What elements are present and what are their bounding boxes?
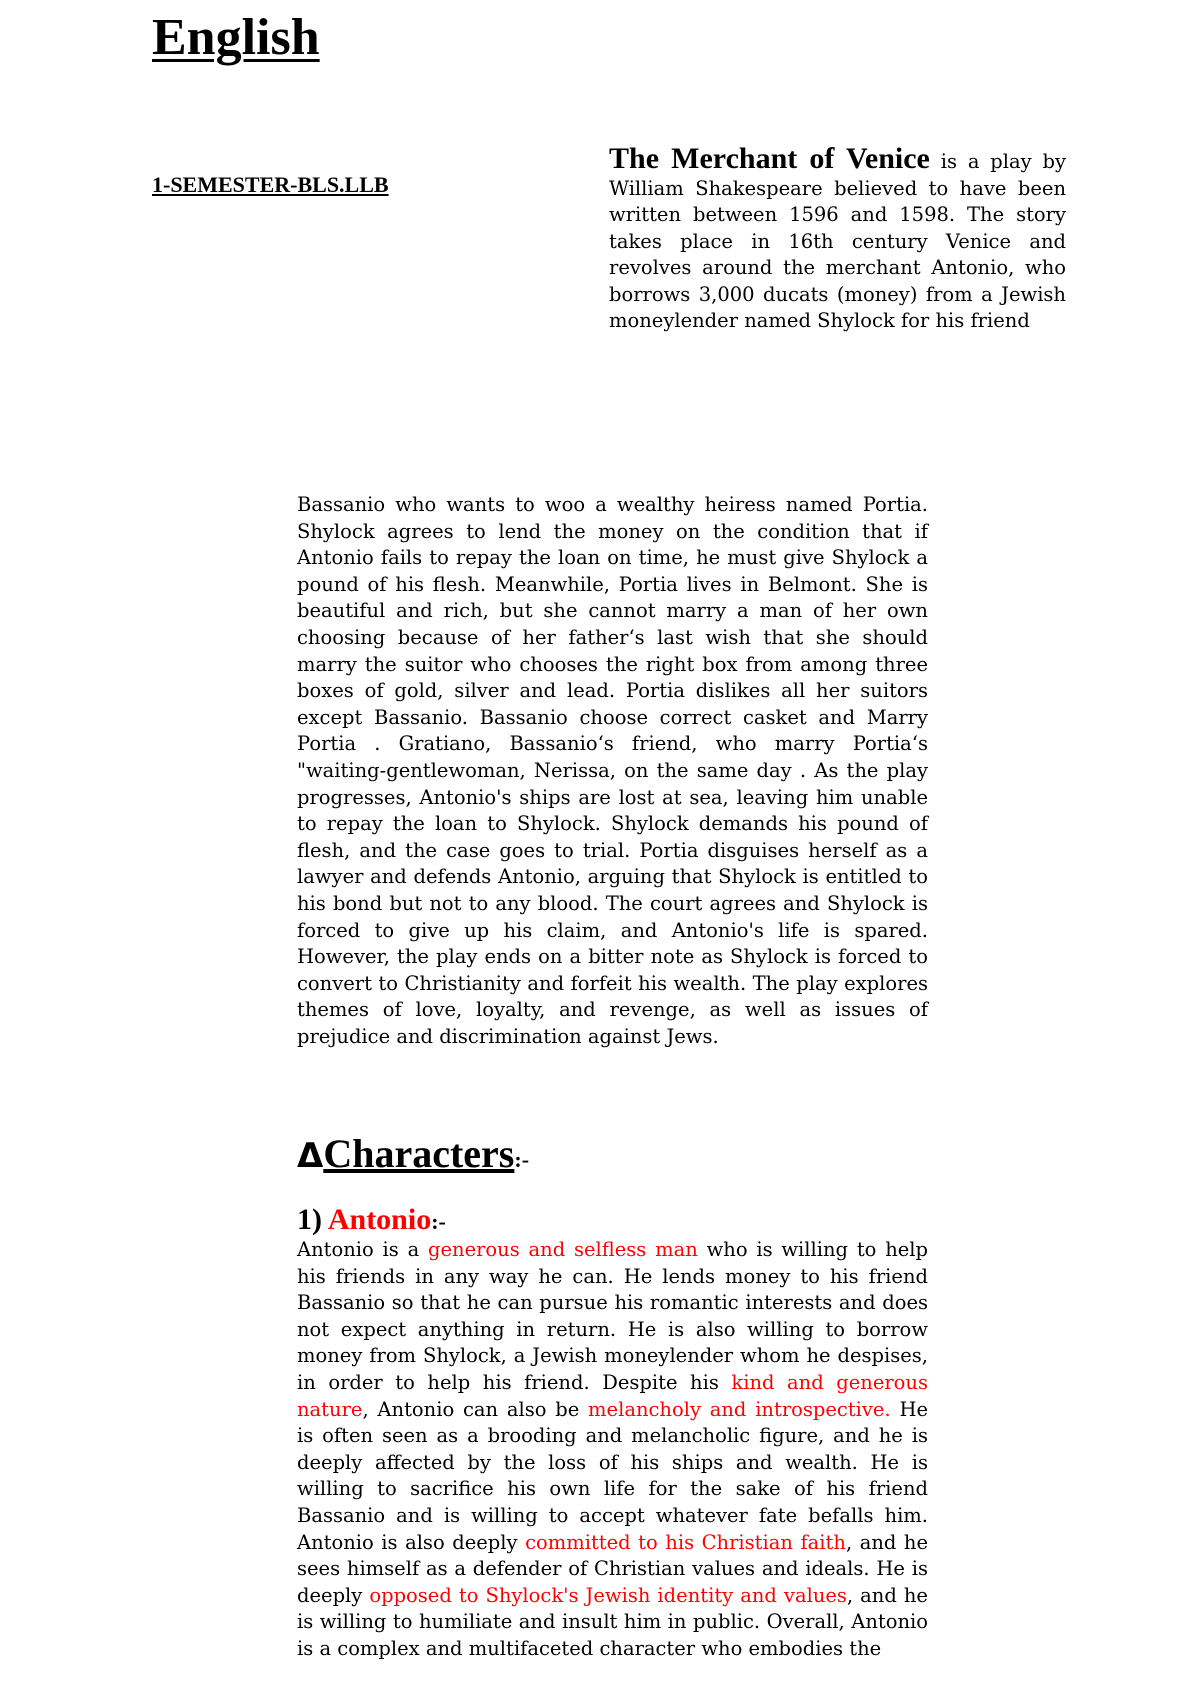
intro-paragraph [609, 142, 1066, 335]
antonio-text: who is willing to help his friends in any way he can. He lends money to his friend Bassanio so that he can pursue his romantic interests and does not expect anything in return. He is also willing to borrow money from Shylock, a Jewish moneylender whom he despises, in order to help his friend. Despite his [297, 1238, 929, 1394]
antonio-highlight: opposed to Shylock's Jewish identity and values [369, 1583, 847, 1607]
antonio-number: 1) [297, 1203, 328, 1236]
antonio-highlight: kind and generous nature [297, 1370, 928, 1421]
antonio-paragraph [297, 1237, 928, 1663]
antonio-heading [297, 1202, 446, 1240]
semester-label: 1-SEMESTER-BLS.LLB [152, 172, 389, 197]
antonio-highlight: melancholy and introspective. [588, 1397, 891, 1421]
delta-icon: Δ [297, 1136, 324, 1176]
characters-heading-text: Characters [323, 1131, 515, 1176]
page-title: English [152, 9, 320, 66]
antonio-text: He is often seen as a brooding and melancholic figure, and he is deeply affected by the loss of his ships and wealth. He is willing to sacrifice his own life for the sake of his friend Bassanio and is willing to accept whatever fate befalls him. Antonio is also deeply [297, 1397, 928, 1554]
antonio-name: Antonio [327, 1203, 432, 1236]
intro-text: is a play by William Shakespeare believed to have been written between 1596 and 1598. The story takes place in 16th century Venice and revolves around the merchant Antonio, who borrows 3,000 ducats (money) from a Jewish moneylender named Shylock for his friend [609, 150, 1066, 332]
characters-heading-suffix: :- [514, 1147, 530, 1172]
antonio-text: , and he is willing to humiliate and insult him in public. Overall, Antonio is a complex and multifaceted character who embodies the [297, 1583, 928, 1660]
summary-paragraph: Bassanio who wants to woo a wealthy heiress named Portia. Shylock agrees to lend the money on the condition that if Antonio fails to repay the loan on time, he must give Shylock a pound of his flesh. Meanwhile, Portia lives in Belmont. She is beautiful and rich, but she cannot marry a man of her own choosing because of her father‘s last wish that she should marry the suitor who chooses the right box from among three boxes of gold, silver and lead. Portia dislikes all her suitors except Bassanio. Bassanio choose correct casket and Marry Portia . Gratiano, Bassanio‘s friend, who marry Portia‘s "waiting-gentlewoman, Nerissa, on the same day . As the play progresses, Antonio's ships are lost at sea, leaving him unable to repay the loan to Shylock. Shylock demands his pound of flesh, and the case goes to trial. Portia disguises herself as a lawyer and defends Antonio, arguing that Shylock is entitled to his bond but not to any blood. The court agrees and Shylock is forced to give up his claim, and Antonio's life is spared. However, the play ends on a bitter note as Shylock is forced to convert to Christianity and forfeit his wealth. The play explores themes of love, loyalty, and revenge, as well as issues of prejudice and discrimination against Jews. [297, 493, 928, 1048]
antonio-text: , Antonio can also be [362, 1397, 589, 1421]
antonio-text: Antonio is a [297, 1238, 428, 1261]
play-title: The Merchant of Venice [609, 142, 930, 175]
characters-heading [297, 1130, 529, 1184]
antonio-heading-suffix: :- [431, 1209, 446, 1234]
antonio-highlight: committed to his Christian faith [525, 1530, 846, 1554]
antonio-text: , and he sees himself as a defender of Christian values and ideals. He is deeply [297, 1530, 928, 1607]
antonio-highlight: generous and selfless man [427, 1238, 698, 1261]
